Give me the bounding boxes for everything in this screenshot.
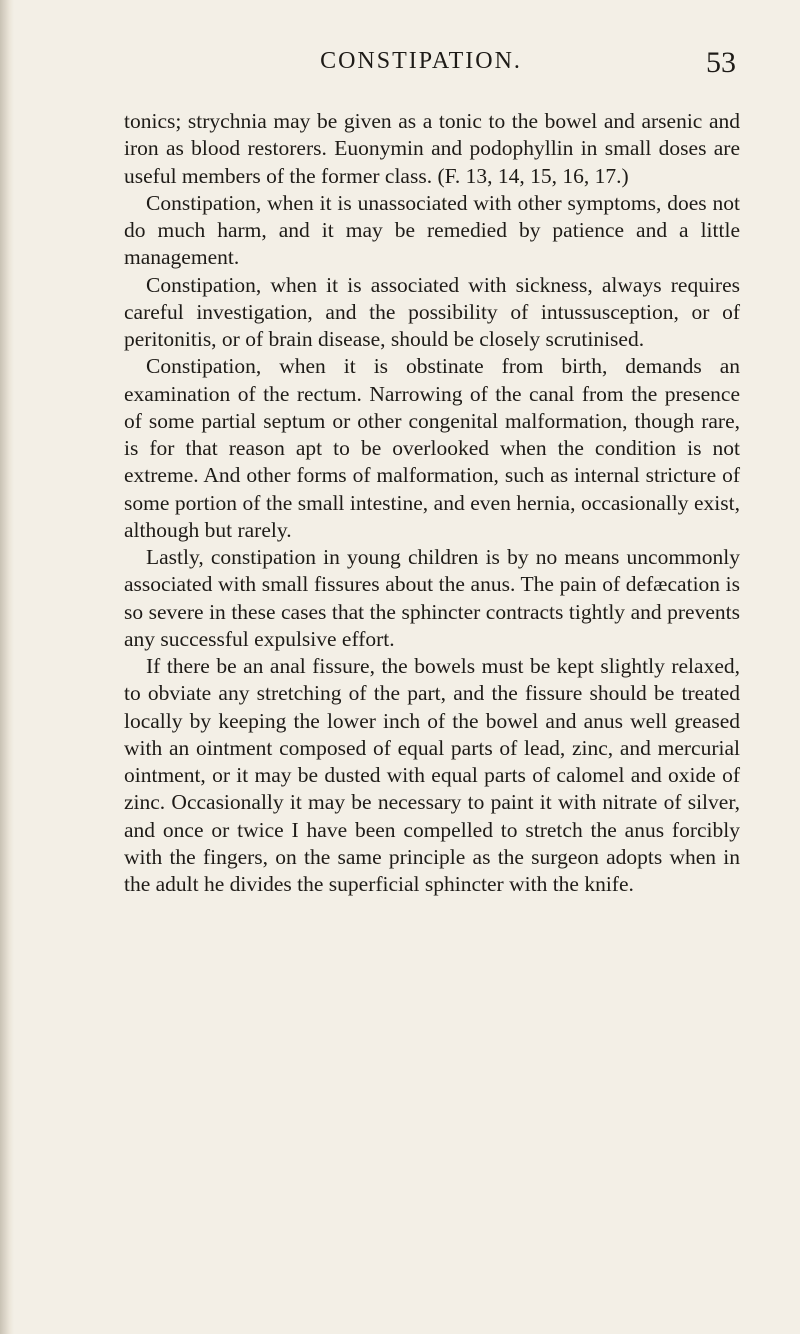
page-number: 53 (706, 46, 736, 79)
body-text (124, 108, 740, 898)
paragraph: Lastly, constipation in young children is by no means uncommonly associated with small fissures about the anus. The pain of defæcation is so severe in these cases that the sphincter contracts tightly and prevents any successful expulsive effort. (124, 545, 740, 651)
paragraph: Constipation, when it is associated with sickness, always requires careful investigation, and the possibility of intussusception, or of peritonitis, or of brain disease, should be closely scrutinised. (124, 272, 740, 351)
paragraph: tonics; strychnia may be given as a tonic to the bowel and arsenic and iron as blood restorers. Euonymin and podophyllin in small doses are useful members of the former class. (F. 13, 14, 15, 16, 17.) (124, 109, 740, 188)
page-spine-shadow (0, 0, 14, 1334)
paragraph: Constipation, when it is obstinate from birth, demands an examination of the rectum. Narrowing of the canal from the presence of some partial septum or other congenital malformation, though rare, is for that reason apt to be overlooked when the condition is not extreme. And other forms of malformation, such as internal stricture of some portion of the small intestine, and even hernia, occasionally exist, although but rarely. (124, 354, 740, 542)
paragraph: Constipation, when it is unassociated with other symptoms, does not do much harm, and it may be remedied by patience and a little management. (124, 190, 740, 270)
running-head: CONSTIPATION. (320, 48, 522, 74)
paragraph: If there be an anal fissure, the bowels must be kept slightly relaxed, to obviate any stretching of the part, and the fissure should be treated locally by keeping the lower inch of the bowel and anus well greased with an ointment composed of equal parts of lead, zinc, and mercurial ointment, or it may be dusted with equal parts of calomel and oxide of zinc. Occasionally it may be necessary to paint it with nitrate of silver, and once or twice I have been compelled to stretch the anus forcibly with the fingers, on the same principle as the surgeon adopts when in the adult he divides the superficial sphincter with the knife. (124, 654, 740, 896)
page-header (0, 48, 800, 88)
